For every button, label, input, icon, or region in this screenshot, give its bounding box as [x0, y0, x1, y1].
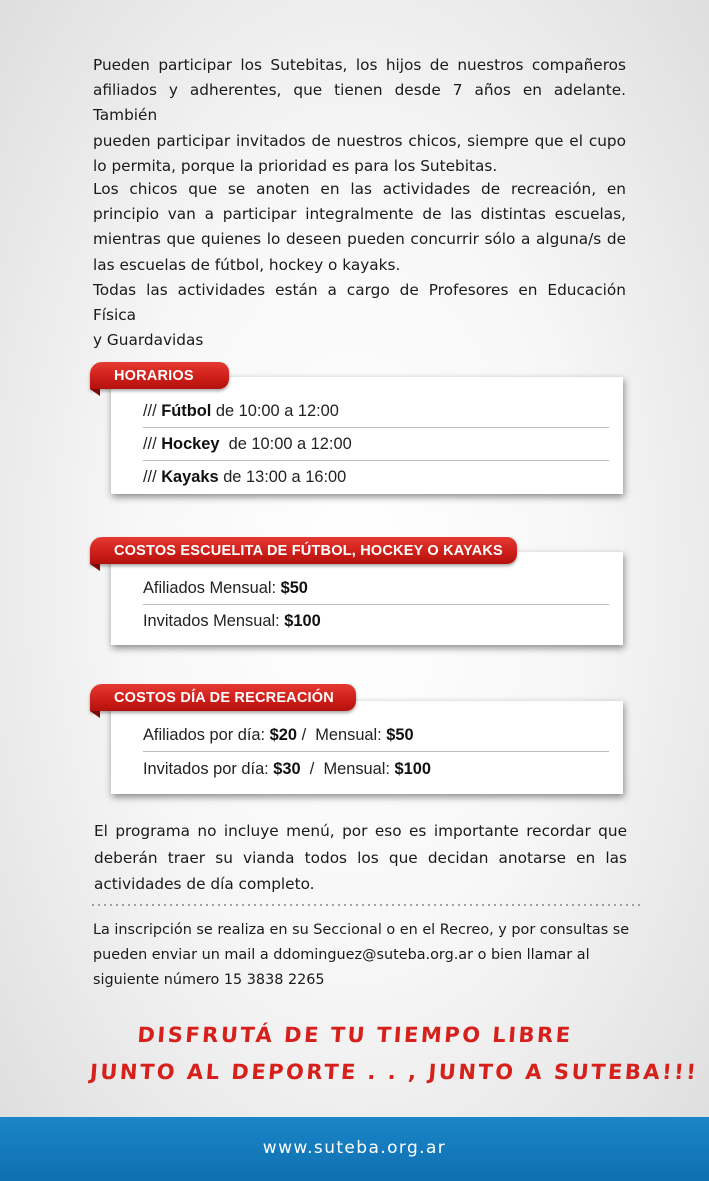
price-value: $100 — [394, 760, 431, 778]
schedule-row-futbol: /// Fútbol de 10:00 a 12:00 — [143, 395, 609, 428]
inscription-line: La inscripción se realiza en su Seccional o en el Recreo, y por consultas se — [93, 922, 630, 938]
costos-recreacion-ribbon: COSTOS DÍA DE RECREACIÓN — [90, 684, 356, 711]
schedule-row-kayaks: /// Kayaks de 13:00 a 16:00 — [143, 468, 347, 486]
intro-paragraph — [93, 53, 626, 179]
sport-name: Kayaks — [161, 468, 219, 486]
menu-note-line: actividades de día completo. — [94, 875, 315, 893]
recreation-price-row-invitados: Invitados por día: $30 / Mensual: $100 — [143, 760, 431, 778]
price-row-invitados: Invitados Mensual: $100 — [143, 612, 321, 630]
costos-escuelita-ribbon: COSTOS ESCUELITA DE FÚTBOL, HOCKEY O KAYAKS — [90, 537, 517, 564]
activities-line: principio van a participar integralmente de las distintas escuelas, — [93, 205, 626, 224]
price-value: $100 — [284, 612, 321, 630]
menu-note-line: deberán traer su vianda todos los que decidan anotarse en las — [94, 848, 627, 867]
activities-line: mientras que quienes lo deseen pueden concurrir sólo a alguna/s de — [93, 230, 626, 249]
footer-bar — [0, 1117, 709, 1181]
menu-note-line: El programa no incluye menú, por eso es importante recordar que — [94, 822, 627, 840]
recreation-price-row-afiliados: Afiliados por día: $20 / Mensual: $50 — [143, 719, 609, 752]
costos-recreacion-box — [111, 701, 623, 794]
activities-line: las escuelas de fútbol, hockey o kayaks. — [93, 255, 401, 274]
menu-note-paragraph — [94, 818, 627, 898]
activities-line: y Guardavidas — [93, 331, 204, 350]
inscription-paragraph — [93, 918, 638, 993]
sport-name: Hockey — [161, 435, 220, 453]
activities-paragraph — [93, 177, 626, 353]
price-value: $20 — [269, 726, 298, 744]
slogan-line-1: DISFRUTÁ DE TU TIEMPO LIBRE — [136, 1023, 574, 1047]
price-row-afiliados: Afiliados Mensual: $50 — [143, 572, 609, 605]
costos-escuelita-box — [111, 552, 623, 645]
inscription-line: siguiente número 15 3838 2265 — [93, 972, 325, 988]
slogan-line-2: JUNTO AL DEPORTE . . , JUNTO A SUTEBA!!! — [89, 1060, 700, 1084]
horarios-ribbon: HORARIOS — [90, 362, 229, 389]
intro-line: afiliados y adherentes, que tienen desde 7 años en adelante. También — [93, 81, 626, 125]
activities-line: Los chicos que se anoten en las actividades de recreación, en — [93, 180, 626, 198]
price-value: $50 — [386, 726, 414, 744]
dotted-divider — [90, 904, 642, 906]
price-value: $30 — [273, 760, 301, 778]
intro-line: pueden participar invitados de nuestros chicos, siempre que el cupo — [93, 131, 626, 150]
intro-line: lo permita, porque la prioridad es para los Sutebitas. — [93, 156, 498, 175]
footer-url-link[interactable]: www.suteba.org.ar — [262, 1138, 447, 1158]
price-value: $50 — [280, 579, 308, 597]
sport-name: Fútbol — [161, 402, 212, 420]
activities-line: Todas las actividades están a cargo de Profesores en Educación Física — [93, 280, 626, 325]
inscription-line: pueden enviar un mail a ddominguez@suteba.org.ar o bien llamar al — [93, 947, 590, 963]
intro-line: Pueden participar los Sutebitas, los hijos de nuestros compañeros — [93, 56, 626, 74]
horarios-box — [111, 377, 623, 494]
schedule-row-hockey: /// Hockey de 10:00 a 12:00 — [143, 428, 609, 461]
